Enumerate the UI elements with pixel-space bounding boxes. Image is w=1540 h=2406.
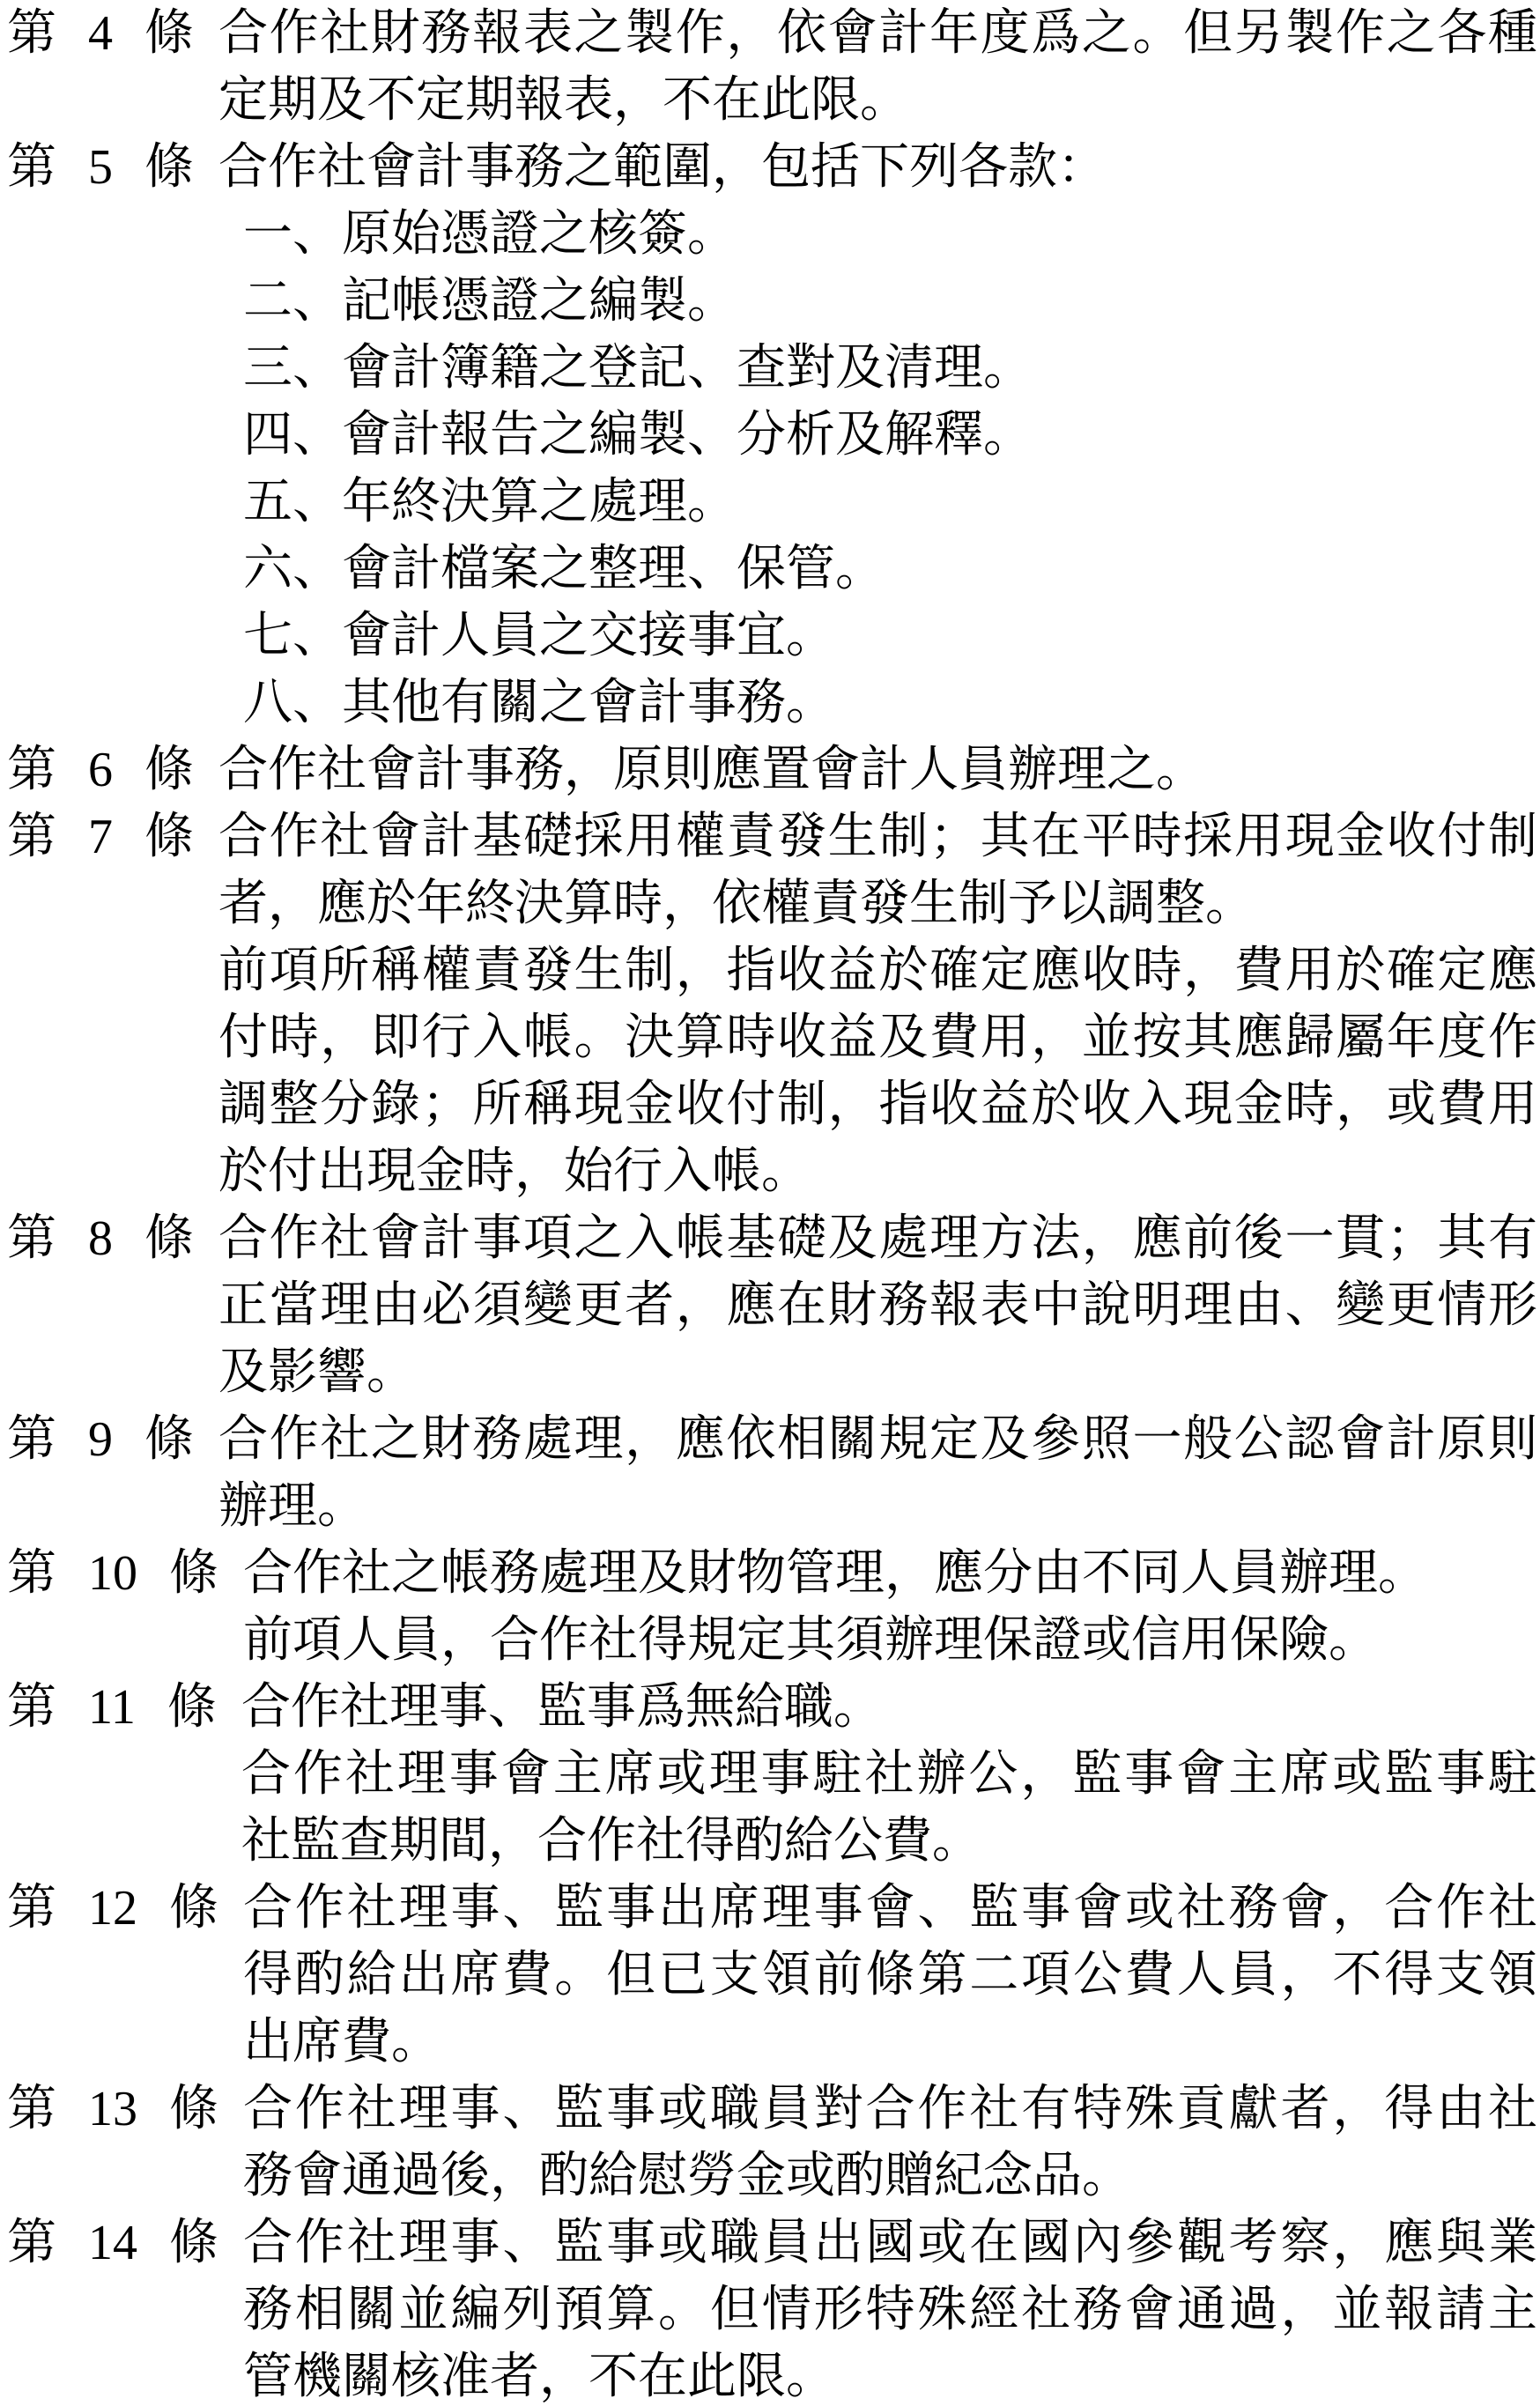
article-label xyxy=(7,1212,218,1265)
article-label xyxy=(7,141,218,194)
article-12 xyxy=(7,1882,1537,2069)
article-number: 9 xyxy=(88,1412,113,1467)
list-item: 三、會計簿籍之登記、查對及清理。 xyxy=(243,342,1033,395)
article-text-line: 合作社會計事項之入帳基礎及處理方法，應前後一貫；其有 xyxy=(218,1212,1537,1265)
article-text-line: 前項人員，合作社得規定其須辦理保證或信用保險。 xyxy=(243,1614,1378,1667)
article-label xyxy=(7,811,218,863)
list-item: 四、會計報告之編製、分析及解釋。 xyxy=(243,409,1033,462)
article-suffix: 條 xyxy=(144,1211,194,1266)
article-text-line: 務會通過後，酌給慰勞金或酌贈紀念品。 xyxy=(243,2150,1131,2202)
article-suffix: 條 xyxy=(169,1881,218,1936)
article-suffix: 條 xyxy=(169,1546,218,1601)
article-number: 10 xyxy=(88,1546,137,1601)
article-text-line: 合作社之帳務處理及財物管理，應分由不同人員辦理。 xyxy=(243,1547,1427,1600)
article-text-line: 合作社會計事務，原則應置會計人員辦理之。 xyxy=(218,744,1205,796)
article-14 xyxy=(7,2217,1537,2403)
article-prefix: 第 xyxy=(7,1680,56,1735)
article-10 xyxy=(7,1547,1537,1667)
article-text-line: 合作社理事、監事出席理事會、監事會或社務會，合作社 xyxy=(243,1882,1537,1935)
article-text-line: 務相關並編列預算。但情形特殊經社務會通過，並報請主 xyxy=(243,2284,1537,2336)
article-text-line: 合作社理事、監事爲無給職。 xyxy=(241,1681,883,1734)
article-suffix: 條 xyxy=(144,1412,194,1467)
article-text-line: 前項所稱權責發生制，指收益於確定應收時，費用於確定應 xyxy=(218,944,1537,997)
article-text-line: 調整分錄；所稱現金收付制，指收益於收入現金時，或費用 xyxy=(218,1078,1537,1131)
article-number: 12 xyxy=(88,1881,137,1936)
article-11 xyxy=(7,1681,1537,1868)
article-text-line: 管機關核准者，不在此限。 xyxy=(243,2350,835,2403)
article-number: 6 xyxy=(88,743,113,797)
article-body xyxy=(243,1547,1537,1667)
article-text-line: 合作社會計基礎採用權責發生制；其在平時採用現金收付制 xyxy=(218,811,1537,863)
article-5 xyxy=(7,141,1537,729)
article-label xyxy=(7,2083,243,2136)
article-4 xyxy=(7,7,1537,127)
article-label xyxy=(7,1681,241,1734)
article-suffix: 條 xyxy=(169,2216,218,2270)
article-label xyxy=(7,1882,243,1935)
article-number: 11 xyxy=(88,1680,136,1735)
article-body xyxy=(243,2083,1537,2202)
article-body xyxy=(218,1212,1537,1399)
article-suffix: 條 xyxy=(144,810,194,864)
article-body xyxy=(243,2217,1537,2403)
article-suffix: 條 xyxy=(144,6,194,61)
list-item: 六、會計檔案之整理、保管。 xyxy=(243,543,885,596)
article-label xyxy=(7,1547,243,1600)
article-text-line: 出席費。 xyxy=(243,2016,441,2069)
article-prefix: 第 xyxy=(7,1546,56,1601)
article-9 xyxy=(7,1413,1537,1533)
article-body xyxy=(218,744,1537,796)
list-item: 八、其他有關之會計事務。 xyxy=(243,677,835,729)
article-prefix: 第 xyxy=(7,2082,56,2136)
article-text-line: 於付出現金時，始行入帳。 xyxy=(218,1145,811,1198)
article-label xyxy=(7,1413,218,1466)
list-item: 七、會計人員之交接事宜。 xyxy=(243,610,835,663)
article-number: 13 xyxy=(88,2082,137,2136)
article-text-line: 正當理由必須變更者，應在財務報表中說明理由、變更情形 xyxy=(218,1279,1537,1332)
article-prefix: 第 xyxy=(7,1881,56,1936)
article-text-line: 社監查期間，合作社得酌給公費。 xyxy=(241,1815,981,1868)
article-body xyxy=(218,1413,1537,1533)
article-number: 5 xyxy=(88,140,113,195)
article-label xyxy=(7,2217,243,2269)
article-prefix: 第 xyxy=(7,140,56,195)
article-suffix: 條 xyxy=(169,2082,218,2136)
article-number: 14 xyxy=(88,2216,137,2270)
article-text-line: 者，應於年終決算時，依權責發生制予以調整。 xyxy=(218,877,1255,930)
list-item: 二、記帳憑證之編製。 xyxy=(243,275,737,328)
article-suffix: 條 xyxy=(144,743,194,797)
article-text-line: 合作社理事會主席或理事駐社辦公，監事會主席或監事駐 xyxy=(241,1748,1537,1801)
article-number: 4 xyxy=(88,6,113,61)
article-suffix: 條 xyxy=(167,1680,217,1735)
article-label xyxy=(7,744,218,796)
article-text-line: 定期及不定期報表，不在此限。 xyxy=(218,74,909,127)
article-text-line: 辦理。 xyxy=(218,1480,366,1533)
article-text-line: 付時，即行入帳。決算時收益及費用，並按其應歸屬年度作 xyxy=(218,1011,1537,1064)
article-prefix: 第 xyxy=(7,743,56,797)
article-text-line: 得酌給出席費。但已支領前條第二項公費人員，不得支領 xyxy=(243,1949,1537,2002)
article-label xyxy=(7,7,218,60)
article-text-line: 合作社理事、監事或職員對合作社有特殊貢獻者，得由社 xyxy=(243,2083,1537,2136)
article-number: 8 xyxy=(88,1211,113,1266)
article-7 xyxy=(7,811,1537,1198)
article-text-line: 合作社會計事務之範圍，包括下列各款： xyxy=(218,141,1107,194)
article-prefix: 第 xyxy=(7,810,56,864)
article-prefix: 第 xyxy=(7,6,56,61)
article-body xyxy=(218,141,1537,729)
article-body xyxy=(241,1681,1537,1868)
article-13 xyxy=(7,2083,1537,2202)
list-item: 五、年終決算之處理。 xyxy=(243,476,737,529)
article-suffix: 條 xyxy=(144,140,194,195)
article-text-line: 合作社之財務處理，應依相關規定及參照一般公認會計原則 xyxy=(218,1413,1537,1466)
list-item: 一、原始憑證之核簽。 xyxy=(243,208,737,261)
article-text-line: 合作社理事、監事或職員出國或在國內參觀考察，應與業 xyxy=(243,2217,1537,2269)
article-prefix: 第 xyxy=(7,1412,56,1467)
article-body xyxy=(218,811,1537,1198)
article-prefix: 第 xyxy=(7,1211,56,1266)
article-6 xyxy=(7,744,1537,796)
article-body xyxy=(243,1882,1537,2069)
article-text-line: 合作社財務報表之製作，依會計年度爲之。但另製作之各種 xyxy=(218,7,1537,60)
article-number: 7 xyxy=(88,810,113,864)
article-prefix: 第 xyxy=(7,2216,56,2270)
article-8 xyxy=(7,1212,1537,1399)
article-body xyxy=(218,7,1537,127)
article-text-line: 及影響。 xyxy=(218,1346,416,1399)
